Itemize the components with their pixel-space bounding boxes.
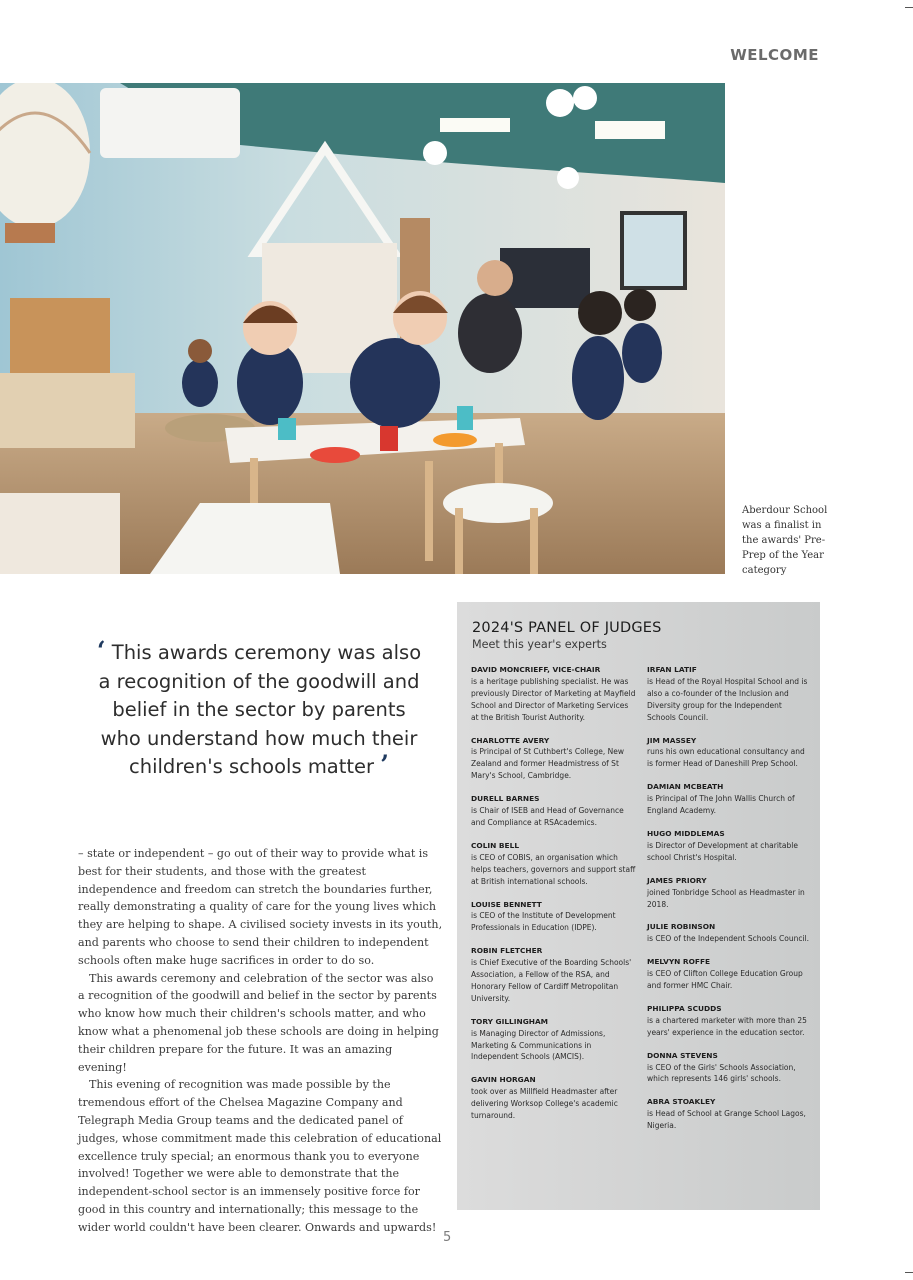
crop-mark xyxy=(905,1272,913,1273)
body-paragraph: This evening of recognition was made possible by the tremendous effort of the Chelsea Magazine Company and Telegraph Media Group teams and the dedicated panel of judges, whose commitment made this celebration of educational excellence truly special; an enormous thank you to everyone involved! Together we were able to demonstrate that the independent-school sector is an immensely positive force for good in this country and internationally; this message to the wider world couldn't have been clearer. Onwards and upwards! xyxy=(78,1078,442,1234)
judge-bio: is a chartered marketer with more than 25 years' experience in the education sector. xyxy=(647,1015,807,1037)
judge-entry xyxy=(471,899,636,935)
judge-bio: is CEO of the Independent Schools Council. xyxy=(647,934,810,944)
judge-name: JIM MASSEY xyxy=(647,735,697,745)
classroom-illustration xyxy=(0,83,725,574)
judge-bio: is Chair of ISEB and Head of Governance and Compliance at RSAcademics. xyxy=(471,806,624,827)
judge-name: JULIE ROBINSON xyxy=(647,922,716,932)
judge-entry xyxy=(647,875,812,911)
crop-mark xyxy=(905,7,913,8)
judge-entry xyxy=(471,840,636,888)
judge-name: LOUISE BENNETT xyxy=(471,899,542,909)
article-body xyxy=(78,845,443,1237)
judge-bio: is Principal of St Cuthbert's College, New Zealand and former Headmistress of St Mary's School, Cambridge. xyxy=(471,747,624,781)
judge-name: COLIN BELL xyxy=(471,840,520,850)
judge-name: DAMIAN MCBEATH xyxy=(647,782,724,792)
body-paragraph: This awards ceremony and celebration of the sector was also a recognition of the goodwill and belief in the sector by parents who know how much their children's schools matter, and who know what a phenomenal job these schools are doing in helping their children prepare for the future. It was an amazing evening! xyxy=(78,971,439,1074)
judge-bio: is Principal of The John Wallis Church of England Academy. xyxy=(647,794,795,816)
judge-entry xyxy=(471,945,636,1005)
judge-bio: is CEO of the Institute of Development Professionals in Education (IDPE). xyxy=(471,911,616,933)
judge-bio: is Director of Development at charitable school Christ's Hospital. xyxy=(647,840,798,862)
section-label: WELCOME xyxy=(730,46,819,64)
panel-title: 2024'S PANEL OF JUDGES xyxy=(472,620,662,636)
judge-name: MELVYN ROFFE xyxy=(647,957,711,967)
pull-quote-text: This awards ceremony was also a recognition of the goodwill and belief in the sector by parents who understand how much their children's schools matter xyxy=(98,641,422,778)
judge-name: DURELL BARNES xyxy=(471,794,540,804)
judge-name: IRFAN LATIF xyxy=(647,665,697,674)
judge-name: JAMES PRIORY xyxy=(647,875,707,885)
judge-bio: is Chief Executive of the Boarding Schools' Association, a Fellow of the RSA, and Honorary Fellow of Cardiff Metropolitan University. xyxy=(471,958,632,1003)
judge-name: HUGO MIDDLEMAS xyxy=(647,828,725,838)
judge-bio: is Managing Director of Admissions, Marketing & Communications in Independent Schools (AMCIS). xyxy=(471,1028,606,1062)
judge-bio: is a heritage publishing specialist. He was previously Director of Marketing at Mayfield School and Director of Marketing Services at the British Tourist Authority. xyxy=(471,676,636,722)
judge-name: PHILIPPA SCUDDS xyxy=(647,1003,722,1013)
body-paragraph: – state or independent – go out of their way to provide what is best for their students, and those with the greatest independence and freedom can stretch the boundaries further, really demonstrating a quality of care for the young lives which they are helping to shape. A civilised society invests in its youth, and parents who choose to send their children to independent schools often make huge sacrifices in order to do so. xyxy=(78,847,443,967)
open-quote-mark: ‘ xyxy=(96,636,106,665)
judge-name: GAVIN HORGAN xyxy=(471,1075,536,1085)
judge-entry xyxy=(471,1016,636,1064)
judge-bio: is CEO of Clifton College Education Group and former HMC Chair. xyxy=(647,969,803,991)
judge-name: TORY GILLINGHAM xyxy=(471,1016,549,1026)
page-number: 5 xyxy=(443,1230,452,1245)
judge-entry xyxy=(647,664,812,724)
judges-right-column xyxy=(647,664,812,1143)
judge-entry xyxy=(647,1096,812,1132)
judge-entry xyxy=(471,735,636,783)
judge-entry xyxy=(647,781,812,817)
judge-entry xyxy=(647,921,812,945)
judge-name: ABRA STOAKLEY xyxy=(647,1097,716,1107)
photo-caption: Aberdour School was a finalist in the awards' Pre-Prep of the Year category xyxy=(742,505,828,576)
judge-bio: is CEO of the Girls' Schools Association, which represents 146 girls' schools. xyxy=(647,1062,796,1084)
pull-quote xyxy=(95,636,423,782)
judge-name: ROBIN FLETCHER xyxy=(471,946,543,956)
judge-entry xyxy=(471,793,636,829)
judge-bio: took over as Millfield Headmaster after delivering Worksop College's academic turnaround. xyxy=(471,1087,618,1121)
judge-entry xyxy=(647,828,812,864)
close-quote-mark: ’ xyxy=(380,750,389,779)
judge-name: CHARLOTTE AVERY xyxy=(471,735,550,745)
judge-entry xyxy=(647,1050,812,1086)
judge-entry xyxy=(647,1003,812,1039)
panel-subtitle: Meet this year's experts xyxy=(472,638,607,651)
judges-panel xyxy=(457,602,820,1210)
judge-entry xyxy=(647,735,812,771)
judge-bio: joined Tonbridge School as Headmaster in 2018. xyxy=(647,887,805,909)
judge-entry xyxy=(471,1074,636,1122)
judge-bio: is CEO of COBIS, an organisation which helps teachers, governors and support staff at British international schools. xyxy=(471,852,636,886)
judge-name: DONNA STEVENS xyxy=(647,1050,718,1060)
classroom-photo xyxy=(0,83,725,574)
judge-bio: runs his own educational consultancy and is former Head of Daneshill Prep School. xyxy=(647,747,805,769)
judge-name: DAVID MONCRIEFF, VICE-CHAIR xyxy=(471,665,601,674)
judge-entry xyxy=(647,956,812,992)
judge-bio: is Head of School at Grange School Lagos, Nigeria. xyxy=(647,1109,806,1131)
judges-left-column xyxy=(471,664,636,1133)
judge-entry xyxy=(471,664,636,724)
judge-bio: is Head of the Royal Hospital School and is also a co-founder of the Inclusion and Diversity group for the Independent Schools Council. xyxy=(647,676,808,722)
